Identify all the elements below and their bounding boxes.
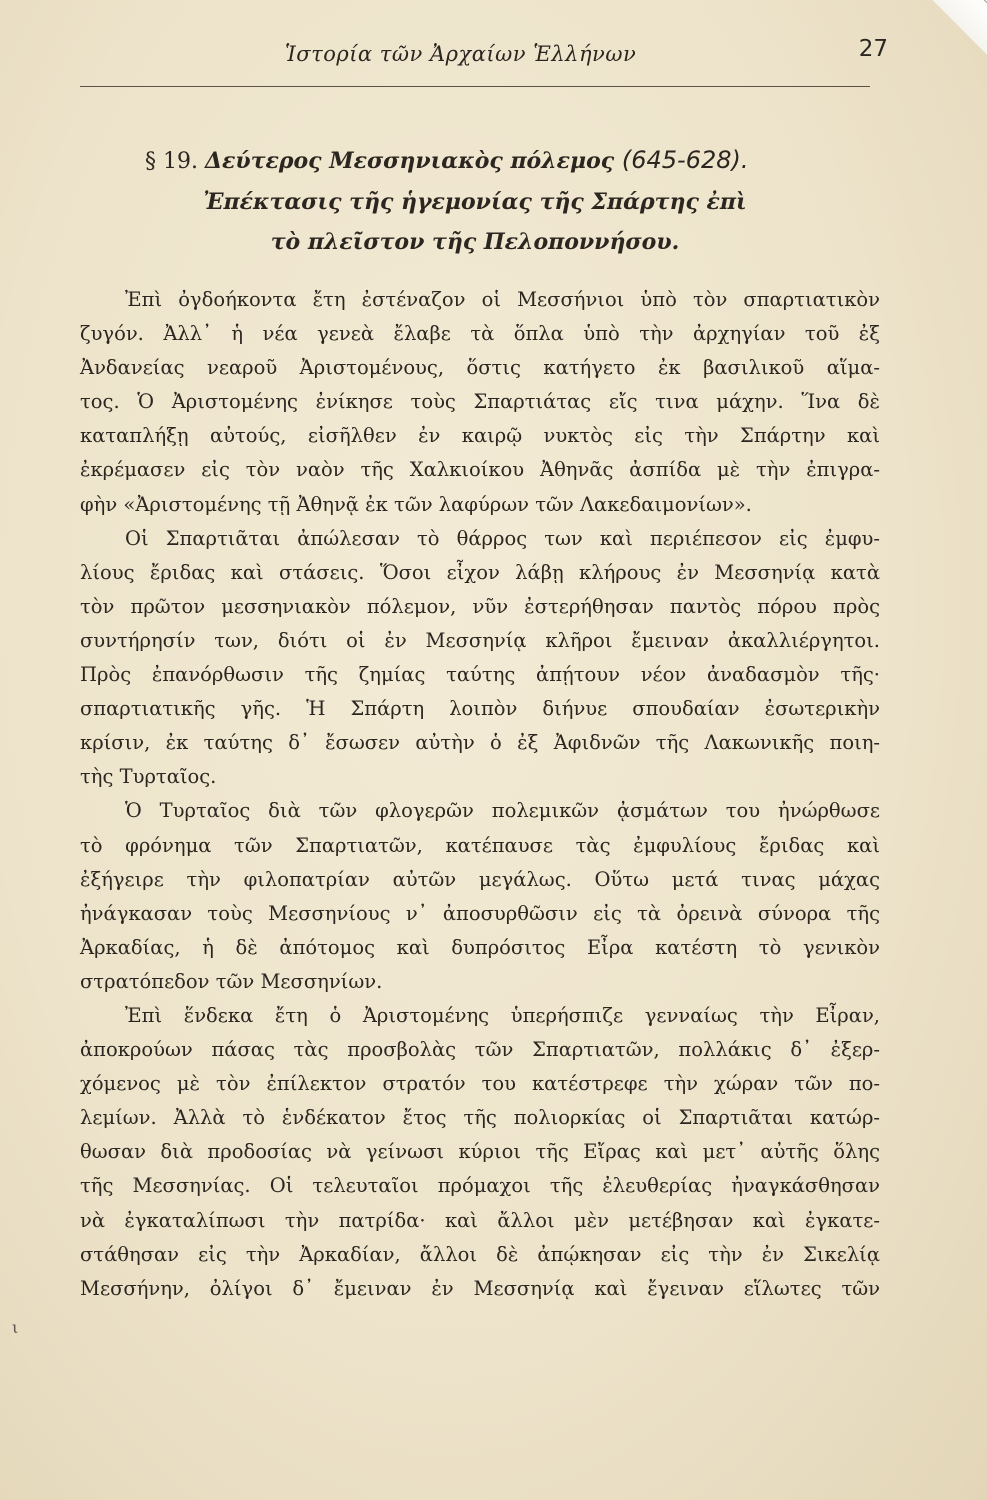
text-line: ζυγόν. Ἀλλ᾽ ἡ νέα γενεὰ ἔλαβε τὰ ὅπλα ὑπὸ τὴν ἀρχηγίαν τοῦ ἐξ [80,322,880,346]
text-line: Ὁ Τυρταῖος διὰ τῶν φλογερῶν πολεμικῶν ᾀσμάτων του ἠνώρθωσε [125,799,880,823]
text-line: ἐκρέμασεν εἰς τὸν ναὸν τῆς Χαλκιοίκου Ἀθηνᾶς ἀσπίδα μὲ τὴν ἐπιγρα- [80,458,880,482]
text-line: χόμενος μὲ τὸν ἐπίλεκτον στρατόν του κατέστρεφε τὴν χώραν τῶν πο- [80,1072,880,1096]
text-line: συντήρησίν των, διότι οἱ ἐν Μεσσηνίᾳ κλῆροι ἔμειναν ἀκαλλιέργητοι. [80,628,880,652]
text-line: λίους ἔριδας καὶ στάσεις. Ὅσοι εἶχον λάβῃ κλήρους ἐν Μεσσηνίᾳ κατὰ [80,560,880,584]
text-line: καταπλήξῃ αὐτούς, εἰσῆλθεν ἐν καιρῷ νυκτὸς εἰς τὴν Σπάρτην καὶ [80,424,880,448]
text-line: Ἀνδανείας νεαροῦ Ἀριστομένους, ὅστις κατήγετο ἐκ βασιλικοῦ αἵμα- [80,356,880,380]
header-rule [80,86,870,87]
text-line: κρίσιν, ἐκ ταύτης δ᾽ ἔσωσεν αὐτὴν ὁ ἐξ Ἀφιδνῶν τῆς Λακωνικῆς ποιη- [80,731,880,755]
running-head [80,36,888,80]
text-line: θωσαν διὰ προδοσίας νὰ γείνωσι κύριοι τῆς Εἴρας καὶ μετ᾽ αὐτῆς ὅλης [80,1140,880,1164]
text-line: τὴς Τυρταῖος. [80,765,217,789]
text-line: ἐξήγειρε τὴν φιλοπατρίαν αὐτῶν μεγάλως. Οὕτω μετά τινας μάχας [80,867,880,891]
text-line: Ἐπὶ ἕνδεκα ἔτη ὁ Ἀριστομένης ὑπερήσπιζε γενναίως τὴν Εἶραν, [125,1003,880,1027]
text-line: στάθησαν εἰς τὴν Ἀρκαδίαν, ἄλλοι δὲ ἀπῴκησαν εἰς τὴν ἐν Σικελίᾳ [80,1242,880,1266]
text-line: λεμίων. Ἀλλὰ τὸ ἑνδέκατον ἔτος τῆς πολιορκίας οἱ Σπαρτιᾶται κατώρ- [80,1106,880,1130]
text-line: στρατόπεδον τῶν Μεσσηνίων. [80,969,383,993]
section-heading-line-3: τὸ πλεῖστον τῆς Πελοποννήσου. [270,229,680,255]
text-line: σπαρτιατικῆς γῆς. Ἡ Σπάρτη λοιπὸν διήνυε σπουδαίαν ἐσωτερικὴν [80,697,880,721]
section-heading-line-1 [80,140,870,182]
text-line: Οἱ Σπαρτιᾶται ἀπώλεσαν τὸ θάρρος των καὶ περιέπεσον εἰς ἐμφυ- [125,526,880,550]
running-head-title: Ἱστορία τῶν Ἀρχαίων Ἑλλήνων [285,42,637,66]
text-line: ἀποκρούων πάσας τὰς προσβολὰς τῶν Σπαρτιατῶν, πολλάκις δ᾽ ἐξερ- [80,1038,880,1062]
section-heading [80,140,870,262]
text-line: νὰ ἐγκαταλίπωσι τὴν πατρίδα· καὶ ἄλλοι μὲν μετέβησαν καὶ ἐγκατε- [80,1208,880,1232]
text-line: τῆς Μεσσηνίας. Οἱ τελευταῖοι πρόμαχοι τῆς ἐλευθερίας ἠναγκάσθησαν [80,1174,880,1198]
text-line: Ἀρκαδίας, ἡ δὲ ἀπότομος καὶ δυπρόσιτος Εἶρα κατέστη τὸ γενικὸν [80,935,880,959]
page-number: 27 [858,36,888,62]
text-line: τὸ φρόνημα τῶν Σπαρτιατῶν, κατέπαυσε τὰς ἐμφυλίους ἔριδας καὶ [80,833,880,857]
section-dates: (645-628). [621,146,749,174]
section-number: § 19. [145,149,205,174]
text-line: ἠνάγκασαν τοὺς Μεσσηνίους ν᾽ ἀποσυρθῶσιν εἰς τὰ ὀρεινὰ σύνορα τῆς [80,901,880,925]
text-line: τος. Ὁ Ἀριστομένης ἐνίκησε τοὺς Σπαρτιάτας εἴς τινα μάχην. Ἵνα δὲ [80,390,880,414]
text-line: φὴν «Ἀριστομένης τῇ Ἀθηνᾷ ἐκ τῶν λαφύρων τῶν Λακεδαιμονίων». [80,492,752,516]
section-title-part-1: Δεύτερος Μεσσηνιακὸς πόλεμος [204,148,622,174]
text-line: Πρὸς ἐπανόρθωσιν τῆς ζημίας ταύτης ἀπῄτουν νέον ἀναδασμὸν τῆς· [80,663,880,687]
text-line: τὸν πρῶτον μεσσηνιακὸν πόλεμον, νῦν ἐστερήθησαν παντὸς πόρου πρὸς [80,594,880,618]
margin-mark: ι [12,1318,19,1337]
section-heading-line-2: Ἐπέκτασις τῆς ἡγεμονίας τῆς Σπάρτης ἐπὶ [203,189,747,215]
text-line: Μεσσήνην, ὀλίγοι δ᾽ ἔμειναν ἐν Μεσσηνίᾳ καὶ ἔγειναν εἵλωτες τῶν [80,1276,880,1300]
text-line: Ἐπὶ ὀγδοήκοντα ἔτη ἐστέναζον οἱ Μεσσήνιοι ὑπὸ τὸν σπαρτιατικὸν [125,288,880,311]
page-corner-fold [927,0,987,60]
body-text [80,283,880,1306]
